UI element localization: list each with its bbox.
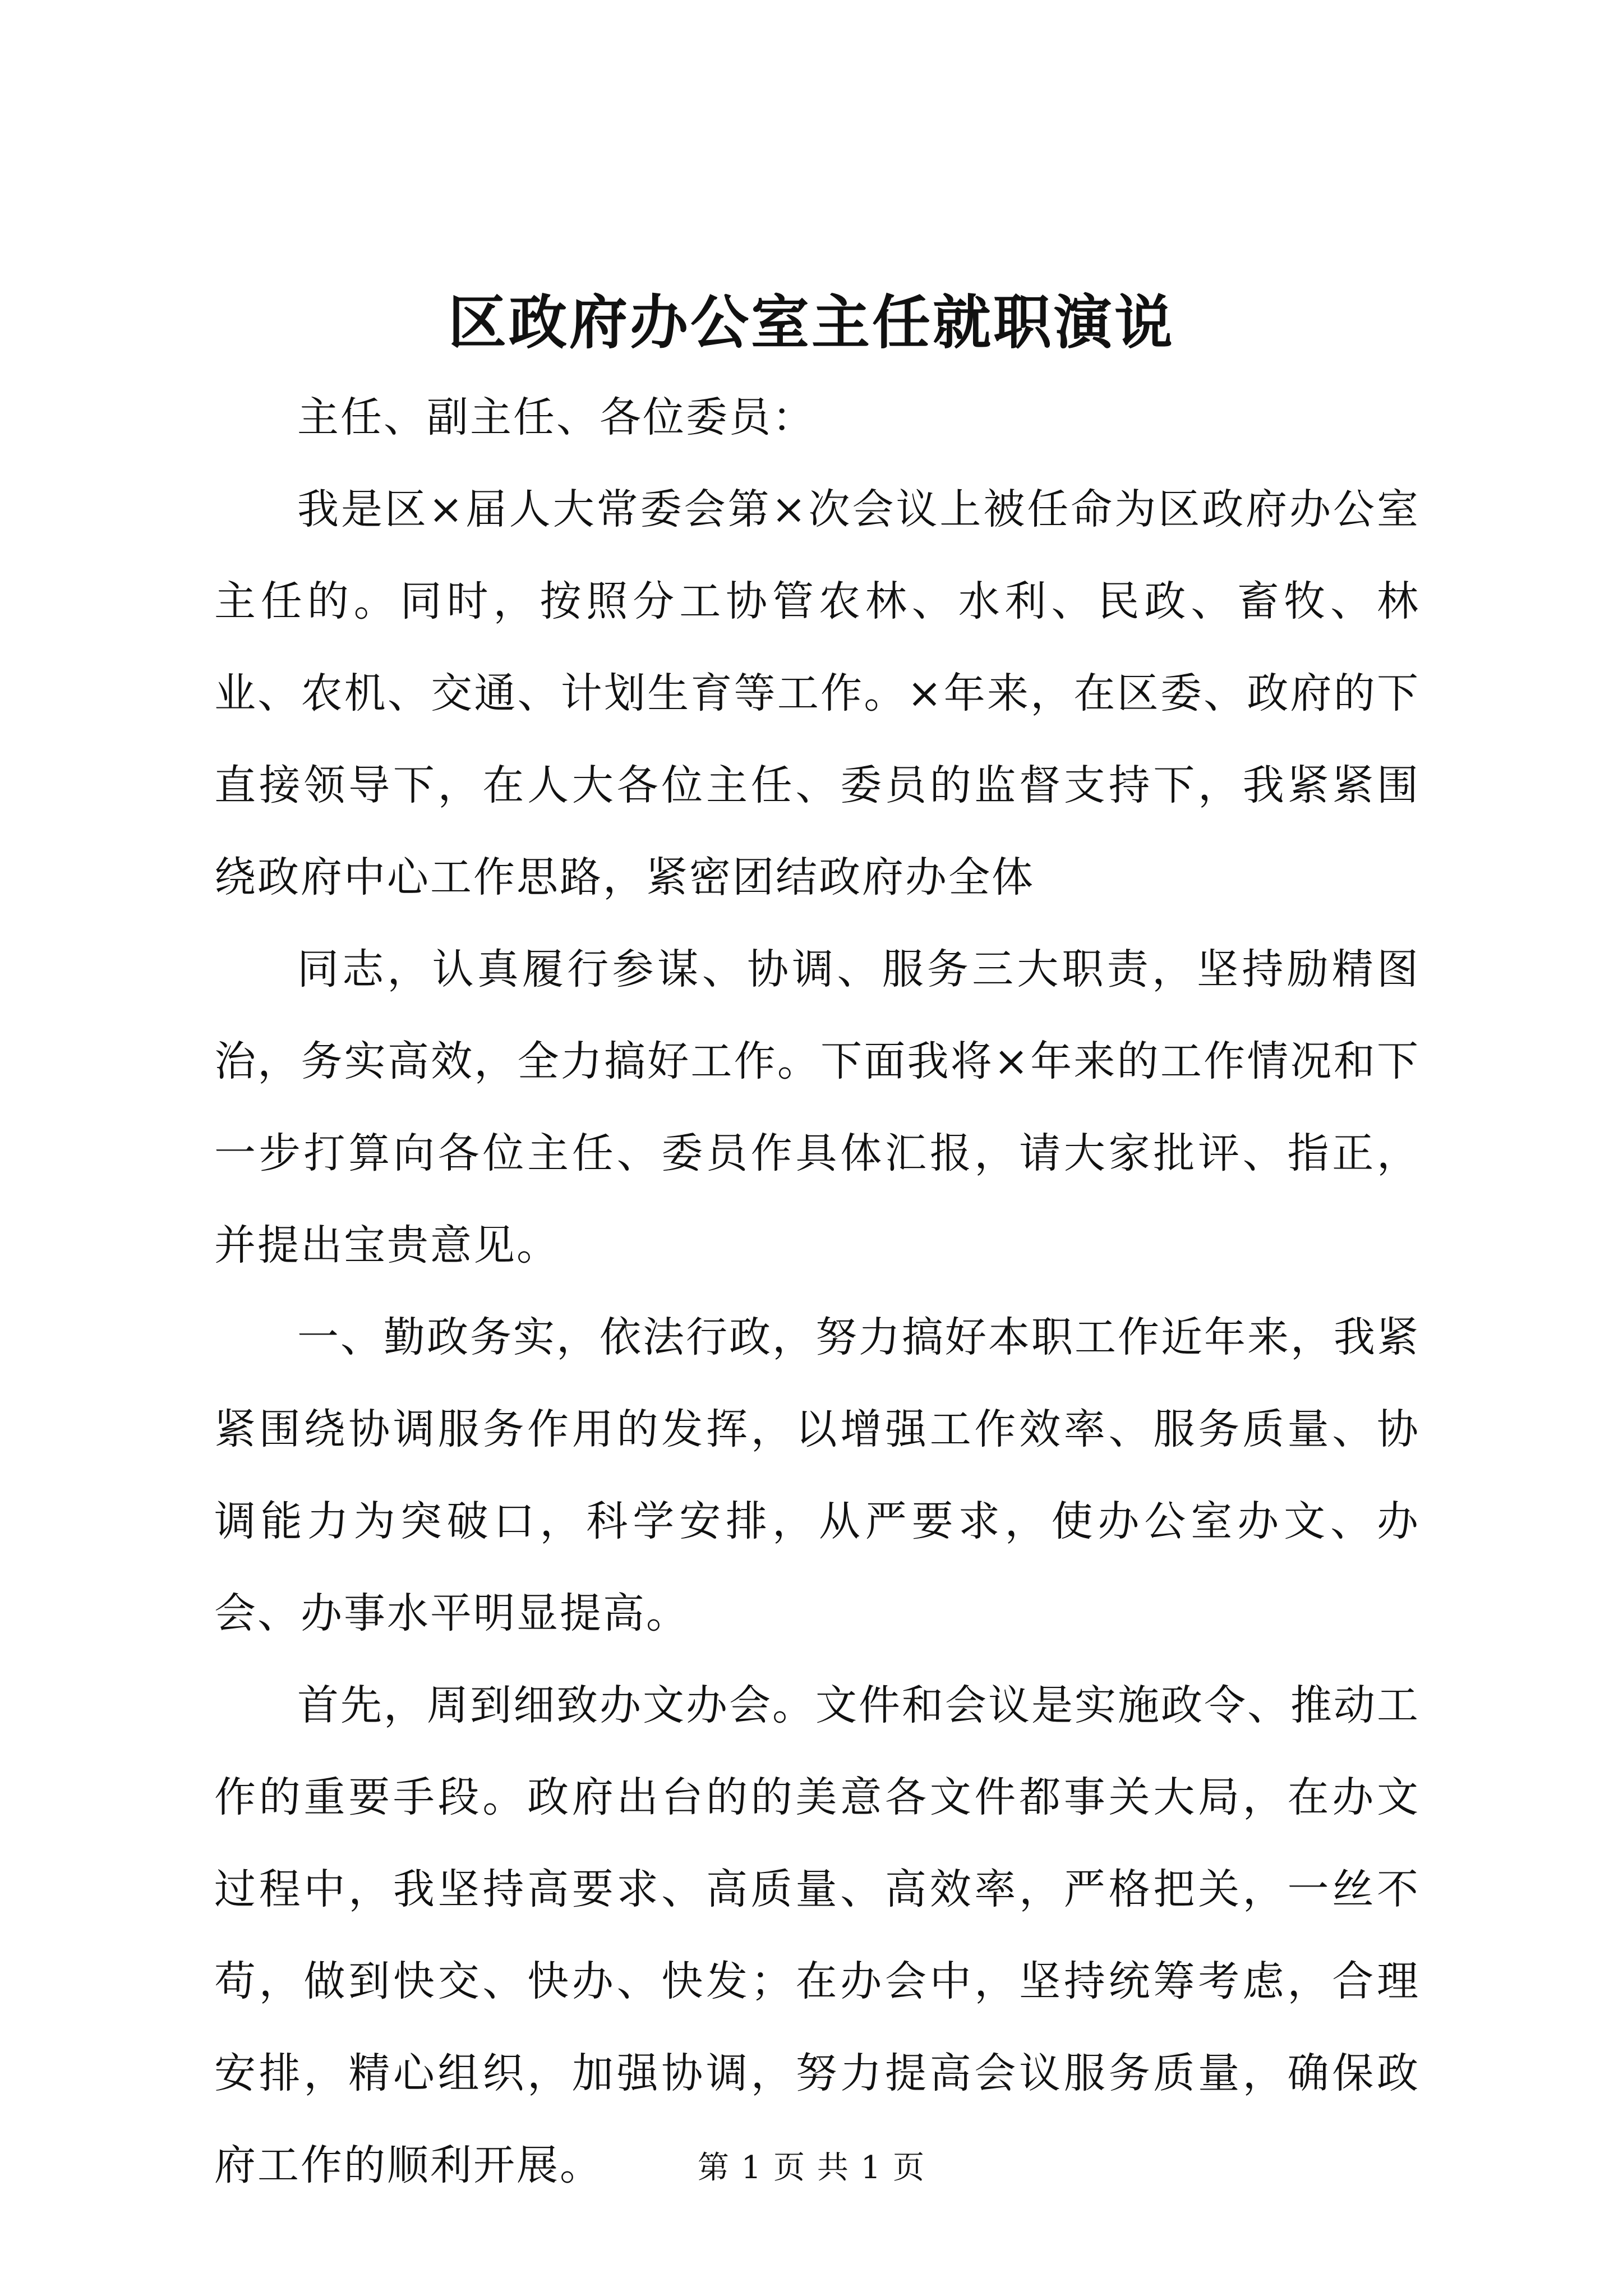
- body-paragraph: 我是区×届人大常委会第×次会议上被任命为区政府办公室主任的。同时，按照分工协管农林、水利、民政、畜牧、林业、农机、交通、计划生育等工作。×年来，在区委、政府的下直接领导下，在人大各位主任、委员的监督支持下，我紧紧围绕政府中心工作思路，紧密团结政府办全体: [214, 485, 1420, 901]
- body-paragraph: 首先，周到细致办文办会。文件和会议是实施政令、推动工作的重要手段。政府出台的的美意各文件都事关大局，在办文过程中，我坚持高要求、高质量、高效率，严格把关，一丝不苟，做到快交、快办、快发；在办会中，坚持统筹考虑，合理安排，精心组织，加强协调，努力提高会议服务质量，确保政府工作的顺利开展。: [214, 1681, 1420, 2189]
- document-body: [214, 371, 1420, 2211]
- document-title: 区政府办公室主任就职演说: [448, 288, 1175, 357]
- body-paragraph: 同志，认真履行参谋、协调、服务三大职责，坚持励精图治，务实高效，全力搞好工作。下面我将×年来的工作情况和下一步打算向各位主任、委员作具体汇报，请大家批评、指正，并提出宝贵意见。: [214, 945, 1420, 1269]
- salutation-paragraph: 主任、副主任、各位委员：: [297, 393, 815, 441]
- body-paragraph: 一、勤政务实，依法行政，努力搞好本职工作近年来，我紧紧围绕协调服务作用的发挥，以增强工作效率、服务质量、协调能力为突破口，科学安排，从严要求，使办公室办文、办会、办事水平明显提高。: [214, 1313, 1420, 1637]
- page-number-footer: 第 1 页 共 1 页: [697, 2150, 926, 2186]
